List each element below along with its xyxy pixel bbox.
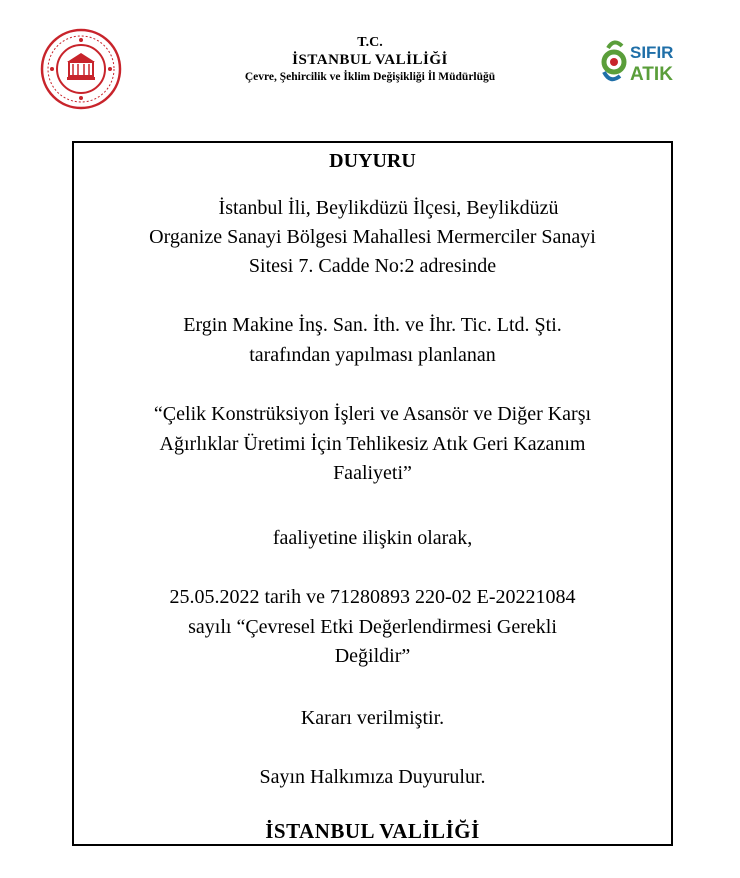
ministry-seal-icon xyxy=(40,28,122,110)
directorate-name: Çevre, Şehircilik ve İklim Değişikliği İl Müdürlüğü xyxy=(244,71,496,83)
governorship-name: İSTANBUL VALİLİĞİ xyxy=(292,52,448,68)
company-line: Ergin Makine İnş. San. İth. ve İhr. Tic. Ltd. Şti. xyxy=(183,314,562,336)
state-abbreviation: T.C. xyxy=(357,35,383,50)
public-announcement: Sayın Halkımıza Duyurulur. xyxy=(259,766,486,788)
relation-text: faaliyetine ilişkin olarak, xyxy=(272,527,473,549)
address-line: Organize Sanayi Bölgesi Mahallesi Mermerciler Sanayi xyxy=(149,226,596,248)
sifir-atik-logo xyxy=(600,32,680,96)
decision-line: 25.05.2022 tarih ve 71280893 220-02 E-20221084 xyxy=(169,586,576,608)
address-line: Sitesi 7. Cadde No:2 adresinde xyxy=(248,255,497,277)
svg-text:ATIK: ATIK xyxy=(630,64,673,85)
decision-line: Değildir” xyxy=(334,645,411,667)
decision-statement: Kararı verilmiştir. xyxy=(300,707,445,729)
announcement-title: DUYURU xyxy=(329,150,416,172)
letterhead-titles xyxy=(130,34,610,85)
signature-authority: İSTANBUL VALİLİĞİ xyxy=(265,819,480,843)
svg-text:SIFIR: SIFIR xyxy=(630,43,674,62)
decision-line: sayılı “Çevresel Etki Değerlendirmesi Gerekli xyxy=(188,616,557,638)
address-line: İstanbul İli, Beylikdüzü İlçesi, Beylikdüzü xyxy=(218,197,559,219)
project-line: Ağırlıklar Üretimi İçin Tehlikesiz Atık Geri Kazanım xyxy=(159,433,586,455)
project-line: “Çelik Konstrüksiyon İşleri ve Asansör ve Diğer Karşı xyxy=(153,403,592,425)
letterhead xyxy=(0,0,740,130)
announcement-box xyxy=(72,141,673,846)
project-line: Faaliyeti” xyxy=(333,462,412,484)
company-line: tarafından yapılması planlanan xyxy=(249,344,496,366)
